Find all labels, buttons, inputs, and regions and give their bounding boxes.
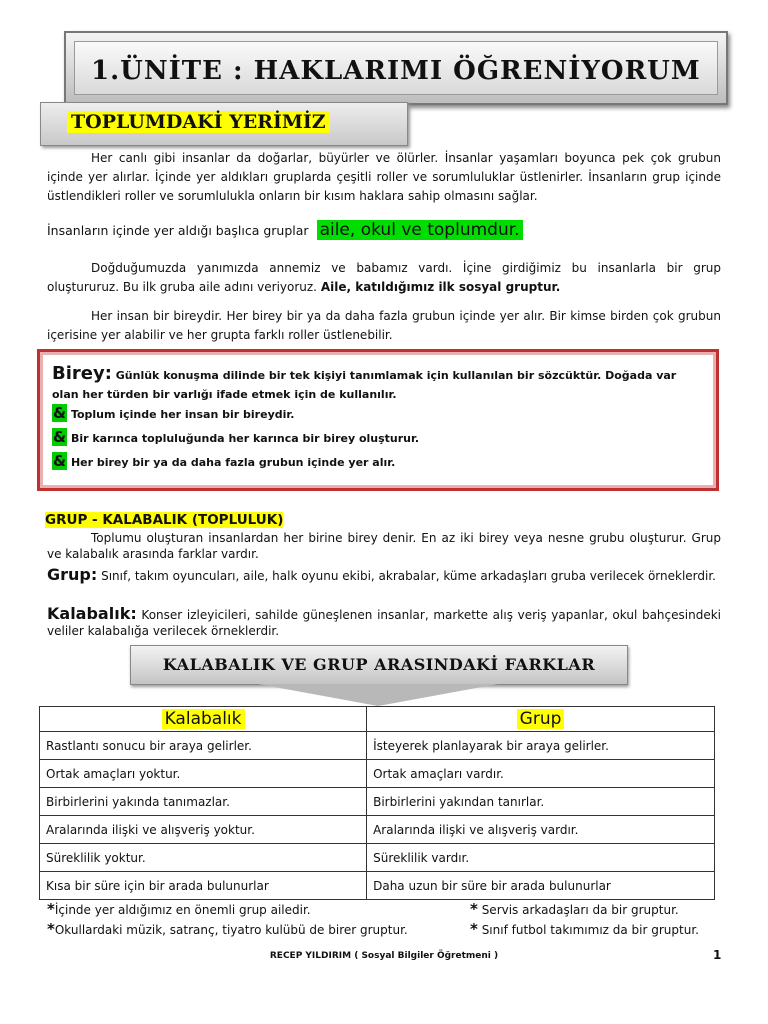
star-icon: * (470, 920, 478, 938)
banner-frame (74, 41, 718, 95)
star-icon: * (47, 920, 55, 938)
note-item (470, 900, 679, 918)
table-row (40, 732, 715, 760)
note-text: Servis arkadaşları da bir gruptur. (481, 903, 679, 917)
crowd-definition (47, 606, 721, 639)
differences-table (39, 706, 715, 900)
note-item (470, 920, 699, 938)
bullet-symbol: & (53, 404, 67, 422)
table-row (40, 872, 715, 900)
kalabalik-text: Konser izleyicileri, sahilde güneşlenen insanlar, markette alış veriş yapanlar, okul bahçesindeki veliler kalabalığa verilecek örneklerdir. (47, 608, 721, 638)
star-icon: * (470, 900, 478, 918)
birey-text: Günlük konuşma dilinde bir tek kişiyi tanımlamak için kullanılan bir sözcüktür. Doğada var olan her türden bir varlığı ifade etmek için de kullanılır. (52, 369, 677, 401)
family-bold: Aile, katıldığımız ilk sosyal gruptur. (320, 280, 561, 294)
bullet-text: Bir karınca topluluğunda her karınca bir birey oluşturur. (70, 432, 420, 445)
table-row (40, 816, 715, 844)
groups-text: İnsanların içinde yer aldığı başlıca gruplar (47, 223, 309, 238)
birey-definition (52, 364, 706, 404)
table-cell: Birbirlerini yakından tanırlar. (367, 788, 715, 816)
header-crowd (40, 707, 367, 732)
kalabalik-term: Kalabalık: (47, 604, 137, 623)
note-item (47, 900, 311, 918)
table-header-row (40, 707, 715, 732)
header-group (367, 707, 715, 732)
birey-bullet (52, 404, 706, 424)
differences-banner (130, 645, 628, 685)
note-text: İçinde yer aldığımız en önemli grup ailedir. (54, 903, 311, 917)
grup-text: Sınıf, takım oyuncuları, aile, halk oyunu ekibi, akrabalar, küme arkadaşları gruba verilecek örneklerdir. (101, 569, 716, 583)
group-definition (47, 567, 721, 584)
table-cell: Aralarında ilişki ve alışveriş vardır. (367, 816, 715, 844)
paragraph-family (47, 259, 721, 297)
table-cell: Rastlantı sonucu bir araya gelirler. (40, 732, 367, 760)
grup-term: Grup: (47, 565, 98, 584)
table-cell: Aralarında ilişki ve alışveriş yoktur. (40, 816, 367, 844)
birey-term: Birey: (52, 363, 112, 384)
table-cell: Süreklilik vardır. (367, 844, 715, 872)
birey-definition-box (37, 349, 719, 491)
table-cell: Ortak amaçları yoktur. (40, 760, 367, 788)
family-text: Doğduğumuzda yanımızda annemiz ve babamız vardı. İçine girdiğimiz bu insanlarla bir grup oluştururuz. Bu ilk gruba aile adını veriyoruz. (47, 261, 721, 294)
table-row (40, 760, 715, 788)
note-text: Okullardaki müzik, satranç, tiyatro kulübü de birer gruptur. (54, 923, 408, 937)
table-row (40, 844, 715, 872)
table-row (40, 788, 715, 816)
down-arrow-icon (258, 684, 498, 706)
group-crowd-title: GRUP - KALABALIK (TOPLULUK) (45, 512, 284, 528)
bullet-text: Her birey bir ya da daha fazla grubun içinde yer alır. (70, 456, 396, 469)
table-cell: Birbirlerini yakında tanımazlar. (40, 788, 367, 816)
birey-bullet (52, 428, 706, 448)
note-text: Sınıf futbol takımımız da bir gruptur. (481, 923, 699, 937)
page-number: 1 (713, 948, 722, 962)
table-cell: İsteyerek planlayarak bir araya gelirler. (367, 732, 715, 760)
table-cell: Daha uzun bir süre bir arada bulunurlar (367, 872, 715, 900)
table-cell: Kısa bir süre için bir arada bulunurlar (40, 872, 367, 900)
table-cell: Süreklilik yoktur. (40, 844, 367, 872)
header-crowd-label: Kalabalık (162, 709, 245, 729)
paragraph-intro: Her canlı gibi insanlar da doğarlar, büyürler ve ölürler. İnsanlar yaşamları boyunca pek çok grubun içinde yer alırlar. İçinde yer aldıkları gruplarda çeşitli roller ve sorumluluklar üstlenirler. İnsanların grup içinde üstlendikleri roller ve sorumlulukla onların bir kısım haklara sahip olmasını sağlar. (47, 151, 721, 203)
footer-author: RECEP YILDIRIM ( Sosyal Bilgiler Öğretmeni ) (269, 951, 499, 961)
paragraph-individual: Her insan bir bireydir. Her birey bir ya da daha fazla grubun içinde yer alır. Bir kimse birden çok grubun içerisine yer alabilir ve her grupta farklı roller üstlenebilir. (47, 309, 721, 342)
bullet-symbol: & (53, 428, 67, 446)
bullet-text: Toplum içinde her insan bir bireydir. (70, 408, 295, 421)
differences-title: KALABALIK VE GRUP ARASINDAKİ FARKLAR (162, 655, 596, 674)
star-icon: * (47, 900, 55, 918)
groups-line (47, 220, 523, 240)
groups-highlight: aile, okul ve toplumdur. (317, 220, 523, 240)
unit-title: 1.ÜNİTE : HAKLARIMI ÖĞRENİYORUM (91, 56, 701, 86)
section-title: TOPLUMDAKİ YERİMİZ (67, 111, 330, 133)
birey-content (52, 364, 706, 472)
bullet-symbol: & (53, 452, 67, 470)
table-cell: Ortak amaçları vardır. (367, 760, 715, 788)
unit-title-banner (64, 31, 728, 105)
group-intro: Toplumu oluşturan insanlardan her birine birey denir. En az iki birey veya nesne grubu oluşturur. Grup ve kalabalık arasında farklar vardır. (47, 531, 721, 561)
header-group-label: Grup (517, 709, 565, 729)
note-item (47, 920, 408, 938)
birey-bullet (52, 452, 706, 472)
section-tab (40, 102, 408, 146)
